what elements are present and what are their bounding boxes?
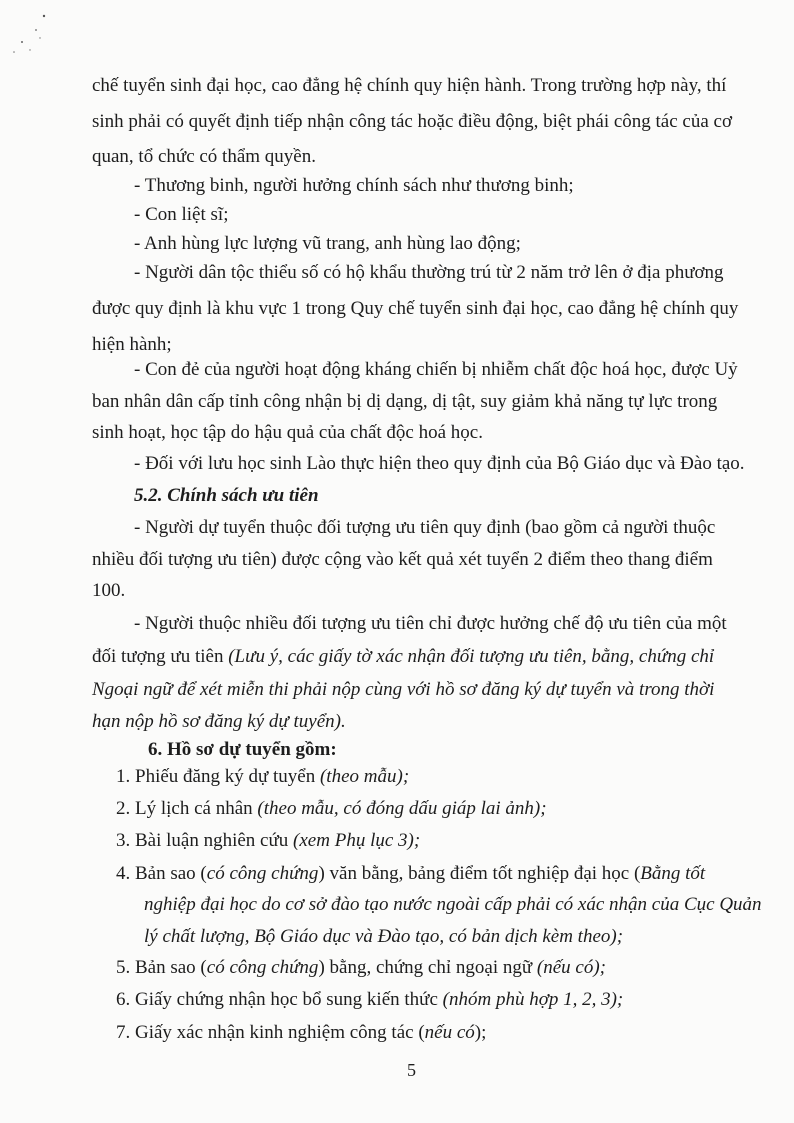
list-item-note: có công chứng [206,957,319,978]
text-line: nhiều đối tượng ưu tiên) được cộng vào kết quả xét tuyển 2 điểm theo thang điểm [92,549,713,570]
list-item-text: ) văn bằng, bảng điểm tốt nghiệp đại học ( [318,863,641,884]
list-item-note: (nếu có); [536,957,607,978]
scan-speckle [0,0,80,80]
note-text: Ngoại ngữ để xét miễn thi phải nộp cùng với hồ sơ đăng ký dự tuyển và trong thời [92,679,715,700]
text-line: - Con đẻ của người hoạt động kháng chiến bị nhiễm chất độc hoá học, được Uỷ [134,359,738,380]
text-line: - Người dự tuyển thuộc đối tượng ưu tiên quy định (bao gồm cả người thuộc [134,517,716,538]
text-line: sinh hoạt, học tập do hậu quả của chất độc hoá học. [92,422,483,443]
text-line: quan, tổ chức có thẩm quyền. [92,146,316,167]
list-item-note: (theo mẫu, có đóng dấu giáp lai ảnh); [257,798,547,819]
list-item [116,829,420,853]
list-item-continuation: lý chất lượng, Bộ Giáo dục và Đào tạo, có bản dịch kèm theo); [144,926,624,947]
list-item-note: (xem Phụ lục 3); [293,830,421,851]
text-line: 100. [92,580,126,601]
list-item-text: 7. Giấy xác nhận kinh nghiệm công tác ( [116,1022,425,1043]
text-line: - Người thuộc nhiều đối tượng ưu tiên chỉ được hưởng chế độ ưu tiên của một [134,613,727,634]
text-line: sinh phải có quyết định tiếp nhận công tác hoặc điều động, biệt phái công tác của cơ [92,111,733,132]
list-item-text: ); [474,1022,487,1043]
list-item [116,862,705,886]
list-item [116,988,623,1012]
list-item-note: nếu có [424,1022,475,1043]
list-item-note: Bằng tốt [640,863,706,884]
page-number: 5 [407,1060,416,1080]
text-line: - Con liệt sĩ; [134,204,229,225]
list-item [116,765,409,789]
list-item-note: (nhóm phù hợp 1, 2, 3); [442,989,624,1010]
list-item-note: (theo mẫu); [319,766,410,787]
note-text: hạn nộp hồ sơ đăng ký dự tuyển). [92,711,346,732]
text-line: - Người dân tộc thiểu số có hộ khẩu thường trú từ 2 năm trở lên ở địa phương [134,262,724,283]
list-item-text: 6. Giấy chứng nhận học bổ sung kiến thức [116,989,438,1010]
text-line: - Đối với lưu học sinh Lào thực hiện theo quy định của Bộ Giáo dục và Đào tạo. [134,453,745,474]
list-item-note: có công chứng [206,863,319,884]
section-heading-6: 6. Hồ sơ dự tuyển gồm: [148,739,337,760]
text-line: hiện hành; [92,334,172,355]
text-line: ban nhân dân cấp tỉnh công nhận bị dị dạng, dị tật, suy giảm khả năng tự lực trong [92,391,718,412]
list-item [116,1021,486,1045]
list-item-text: ) bằng, chứng chỉ ngoại ngữ [318,957,533,978]
note-text: (Lưu ý, các giấy tờ xác nhận đối tượng ưu tiên, bằng, chứng chỉ [228,646,715,667]
text-line [92,645,714,669]
list-item [116,797,547,821]
text-segment: đối tượng ưu tiên [92,646,224,667]
text-line: - Anh hùng lực lượng vũ trang, anh hùng lao động; [134,233,521,254]
list-item-continuation: nghiệp đại học do cơ sở đào tạo nước ngoài cấp phải có xác nhận của Cục Quản [144,894,762,915]
list-item-text: 4. Bản sao ( [116,863,207,884]
list-item-text: 5. Bản sao ( [116,957,207,978]
list-item-text: 2. Lý lịch cá nhân [116,798,253,819]
list-item-text: 1. Phiếu đăng ký dự tuyển [116,766,316,787]
list-item-text: 3. Bài luận nghiên cứu [116,830,289,851]
text-line: chế tuyển sinh đại học, cao đẳng hệ chính quy hiện hành. Trong trường hợp này, thí [92,75,727,96]
text-line: được quy định là khu vực 1 trong Quy chế tuyển sinh đại học, cao đẳng hệ chính quy [92,298,739,319]
section-heading-5-2: 5.2. Chính sách ưu tiên [134,485,319,506]
text-line: - Thương binh, người hưởng chính sách như thương binh; [134,175,574,196]
list-item [116,956,606,980]
